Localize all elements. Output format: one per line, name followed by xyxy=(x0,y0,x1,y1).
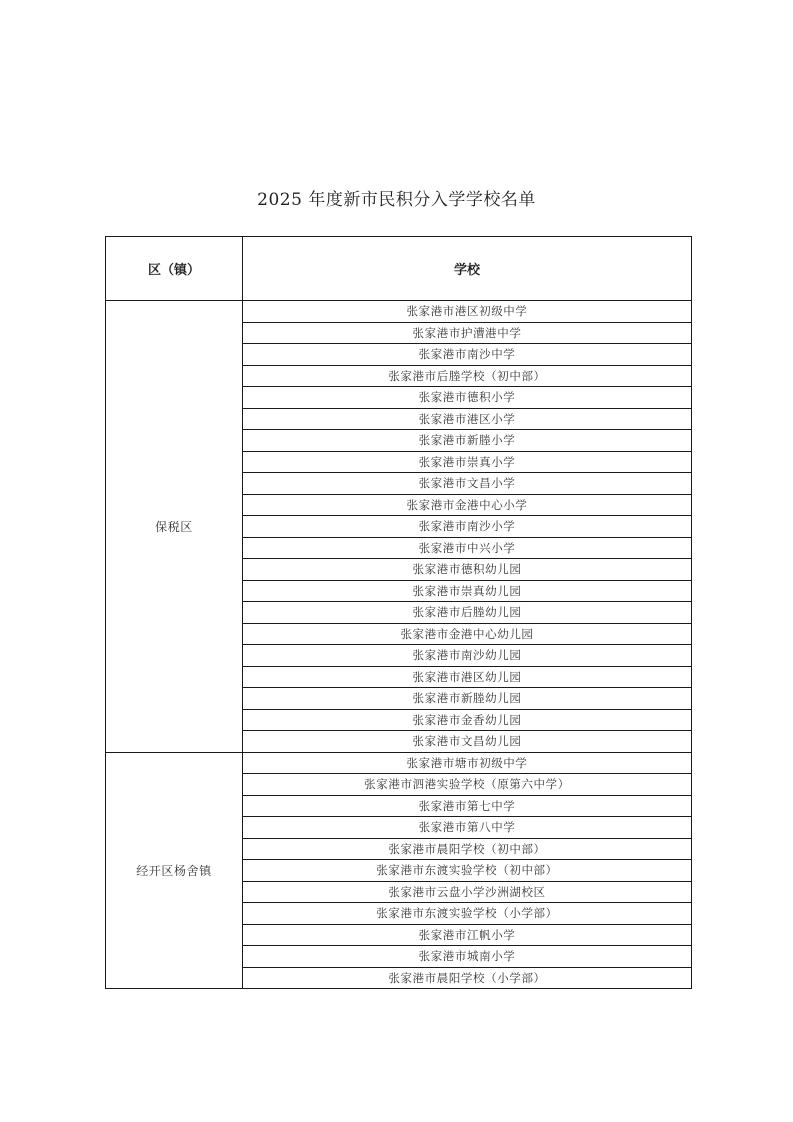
school-cell: 张家港市文昌小学 xyxy=(243,473,692,495)
school-list-table xyxy=(105,236,692,989)
school-cell: 张家港市塘市初级中学 xyxy=(243,752,692,774)
school-cell: 张家港市护漕港中学 xyxy=(243,322,692,344)
school-cell: 张家港市新塍幼儿园 xyxy=(243,688,692,710)
school-cell: 张家港市港区小学 xyxy=(243,408,692,430)
school-cell: 张家港市南沙小学 xyxy=(243,516,692,538)
school-cell: 张家港市崇真幼儿园 xyxy=(243,580,692,602)
school-cell: 张家港市后塍学校（初中部） xyxy=(243,365,692,387)
school-cell: 张家港市南沙幼儿园 xyxy=(243,645,692,667)
school-cell: 张家港市南沙中学 xyxy=(243,344,692,366)
school-cell: 张家港市江帆小学 xyxy=(243,924,692,946)
school-cell: 张家港市晨阳学校（初中部） xyxy=(243,838,692,860)
school-cell: 张家港市德积小学 xyxy=(243,387,692,409)
school-cell: 张家港市德积幼儿园 xyxy=(243,559,692,581)
school-cell: 张家港市第八中学 xyxy=(243,817,692,839)
school-cell: 张家港市后塍幼儿园 xyxy=(243,602,692,624)
school-cell: 张家港市崇真小学 xyxy=(243,451,692,473)
school-cell: 张家港市城南小学 xyxy=(243,946,692,968)
school-cell: 张家港市中兴小学 xyxy=(243,537,692,559)
school-cell: 张家港市港区初级中学 xyxy=(243,301,692,323)
school-cell: 张家港市东渡实验学校（初中部） xyxy=(243,860,692,882)
table-row xyxy=(106,301,692,323)
school-cell: 张家港市金香幼儿园 xyxy=(243,709,692,731)
school-cell: 张家港市金港中心小学 xyxy=(243,494,692,516)
school-cell: 张家港市云盘小学沙洲湖校区 xyxy=(243,881,692,903)
school-cell: 张家港市金港中心幼儿园 xyxy=(243,623,692,645)
page-title: 2025 年度新市民积分入学学校名单 xyxy=(257,190,536,210)
school-cell: 张家港市东渡实验学校（小学部） xyxy=(243,903,692,925)
school-cell: 张家港市新塍小学 xyxy=(243,430,692,452)
table-body xyxy=(106,301,692,989)
school-cell: 张家港市第七中学 xyxy=(243,795,692,817)
district-cell: 经开区杨舍镇 xyxy=(106,752,243,989)
school-cell: 张家港市文昌幼儿园 xyxy=(243,731,692,753)
school-cell: 张家港市泗港实验学校（原第六中学） xyxy=(243,774,692,796)
table-header-row xyxy=(106,237,692,301)
header-school: 学校 xyxy=(243,237,692,301)
header-district: 区（镇） xyxy=(106,237,243,301)
school-cell: 张家港市港区幼儿园 xyxy=(243,666,692,688)
district-cell: 保税区 xyxy=(106,301,243,753)
table-row xyxy=(106,752,692,774)
school-cell: 张家港市晨阳学校（小学部） xyxy=(243,967,692,989)
